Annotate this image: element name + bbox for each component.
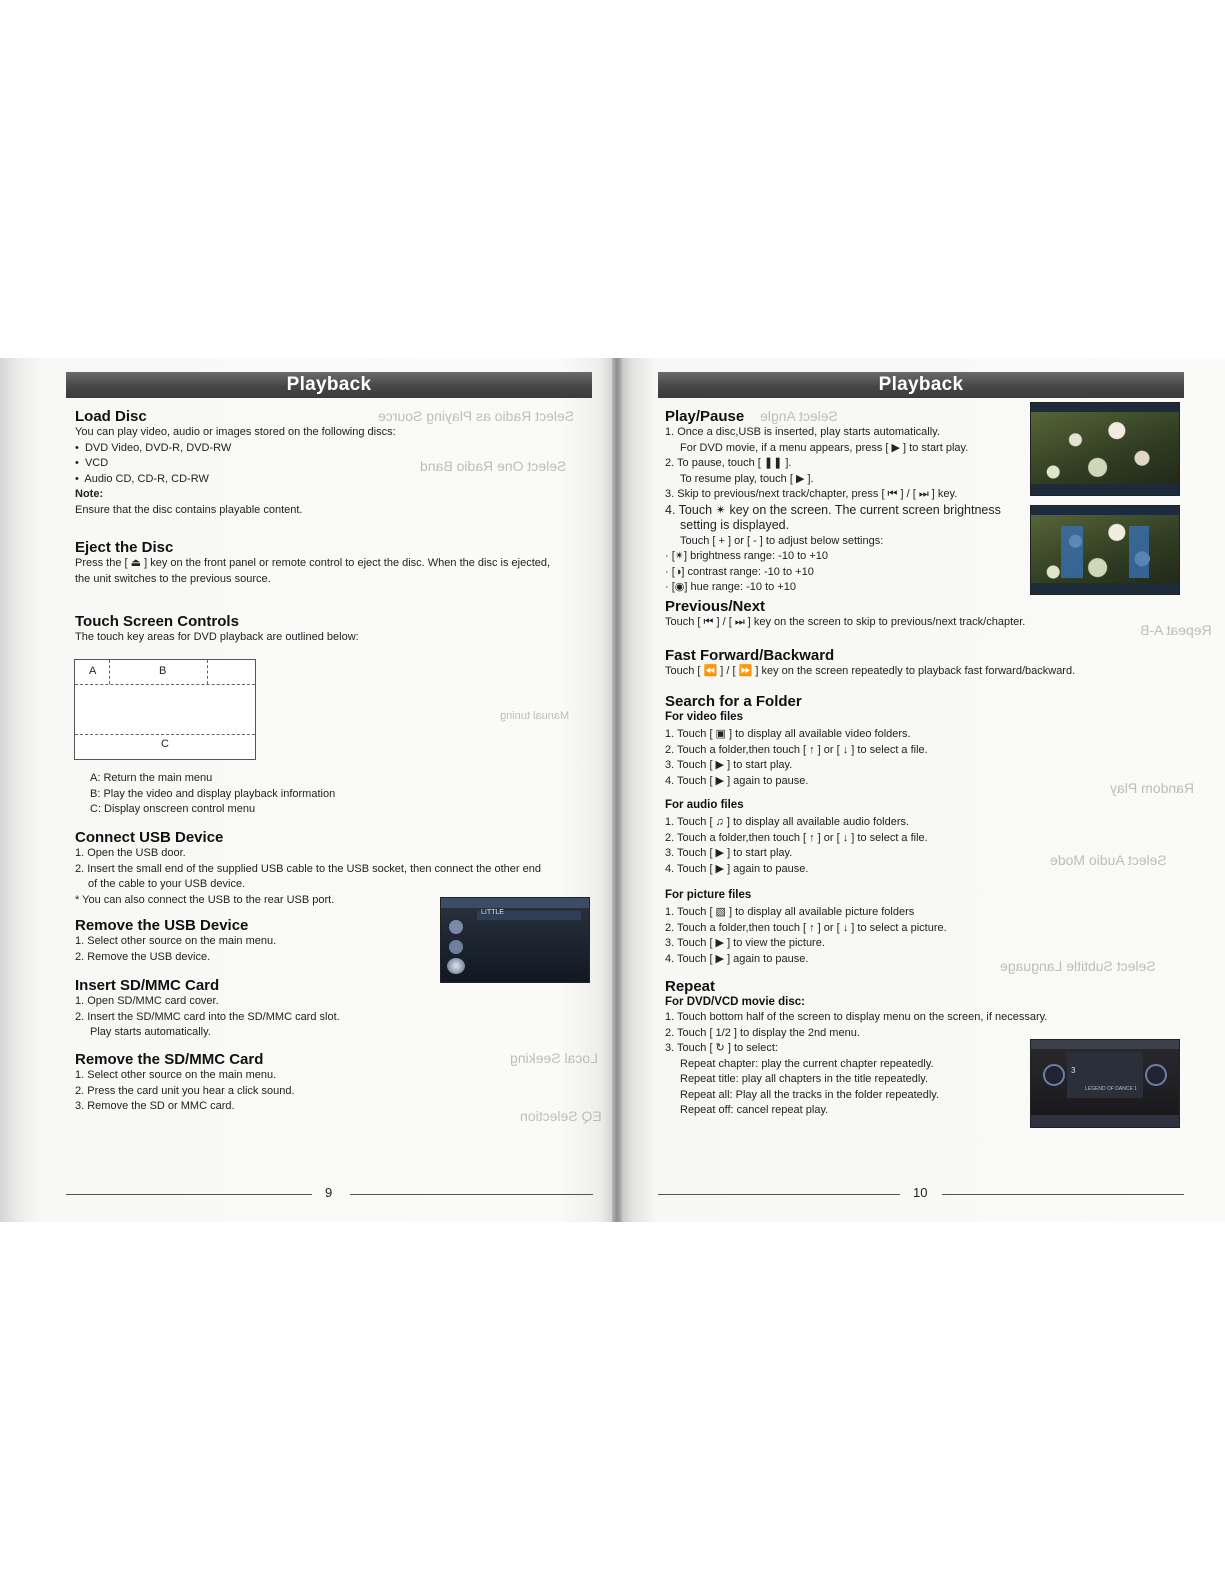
video-step: 2. Touch a folder,then touch [ ↑ ] or [ ↓ ] to select a file.: [665, 743, 928, 756]
remove-usb-step: 1. Select other source on the main menu.: [75, 935, 277, 947]
audio-step: 2. Touch a folder,then touch [ ↑ ] or [ ↓ ] to select a file.: [665, 831, 928, 844]
note-text: Ensure that the disc contains playable content.: [75, 503, 303, 516]
insert-sd-heading: Insert SD/MMC Card: [75, 977, 220, 994]
play-step: For DVD movie, if a menu appears, press [ ▶ ] to start play.: [680, 441, 969, 454]
insert-sd-section: [75, 994, 340, 1041]
disc-icon: [449, 920, 463, 934]
audio-screen-image: [1030, 1039, 1180, 1128]
bleed-heading: EQ Selection: [520, 1108, 602, 1124]
audio-files-section: [665, 815, 928, 877]
picture-step: 1. Touch [ ▧ ] to display all available picture folders: [665, 906, 915, 918]
remove-sd-section: [75, 1068, 295, 1115]
usb-step: 1. Open the USB door.: [75, 847, 186, 859]
left-footer-rule: [66, 1194, 312, 1195]
diagram-divider: [109, 660, 110, 684]
usb-step: of the cable to your USB device.: [88, 878, 246, 890]
repeat-step: 2. Touch [ 1/2 ] to display the 2nd menu.: [665, 1026, 860, 1039]
repeat-option: Repeat all: Play all the tracks in the folder repeatedly.: [680, 1088, 940, 1101]
video-step: 3. Touch [ ▶ ] to start play.: [665, 759, 793, 771]
picture-icon: [447, 958, 465, 974]
left-banner: Playback: [66, 372, 592, 398]
video-step: 1. Touch [ ▣ ] to display all available video folders.: [665, 728, 911, 740]
right-footer-rule: [942, 1194, 1184, 1195]
eject-section: [75, 556, 550, 587]
screen-top-bar: [1031, 1040, 1179, 1049]
prev-next-line: Touch [ ⏮ ] / [ ⏭ ] key on the screen to skip to previous/next track/chapter.: [665, 616, 1026, 628]
screen-titlebar: [441, 898, 589, 908]
desc-line: B: Play the video and display playback information: [90, 787, 336, 800]
bleed-heading: Select One Radio Band: [420, 458, 567, 474]
usb-screen-image: [440, 897, 590, 983]
note-label: Note:: [75, 488, 104, 500]
usb-heading: Connect USB Device: [75, 829, 224, 846]
bleed-heading: Local Seeking: [510, 1050, 598, 1066]
screen-file-label: LITTLE: [481, 909, 504, 916]
audio-step: 1. Touch [ ♫ ] to display all available audio folders.: [665, 816, 910, 828]
desc-line: A: Return the main menu: [90, 772, 213, 784]
play-step: To resume play, touch [ ▶ ].: [680, 472, 814, 485]
prev-next-heading: Previous/Next: [665, 598, 766, 615]
desc-line: C: Display onscreen control menu: [90, 803, 256, 815]
right-footer-rule: [658, 1194, 900, 1195]
audio-step: 4. Touch [ ▶ ] again to pause.: [665, 862, 809, 875]
picture-step: 4. Touch [ ▶ ] again to pause.: [665, 952, 809, 965]
list-item: • DVD Video, DVD-R, DVD-RW: [75, 441, 232, 454]
load-disc-heading: Load Disc: [75, 408, 147, 425]
bleed-heading: Select Angle: [760, 408, 838, 424]
remove-sd-step: 1. Select other source on the main menu.: [75, 1069, 277, 1081]
play-step: Touch [ + ] or [ - ] to adjust below settings:: [680, 534, 884, 547]
remove-usb-heading: Remove the USB Device: [75, 917, 249, 934]
fast-line: Touch [ ⏪ ] / [ ⏩ ] key on the screen repeatedly to playback fast forward/backward.: [665, 665, 1076, 677]
setting-line: · [◑] contrast range: -10 to +10: [665, 565, 814, 578]
eject-line: Press the [ ⏏ ] key on the front panel or remote control to eject the disc. When the disc is ejected,: [75, 557, 551, 569]
bleed-heading: Random Play: [1110, 780, 1195, 796]
list-item: • VCD: [75, 457, 109, 469]
screen-top-bar: [1031, 403, 1179, 412]
video-files-section: [665, 727, 928, 789]
fast-heading: Fast Forward/Backward: [665, 647, 835, 664]
play-pause-heading: Play/Pause: [665, 408, 745, 425]
area-a-label: A: [89, 665, 97, 677]
search-heading: Search for a Folder: [665, 693, 802, 710]
play-step: 1. Once a disc,USB is inserted, play starts automatically.: [665, 426, 940, 438]
repeat-step: 1. Touch bottom half of the screen to display menu on the screen, if necessary.: [665, 1011, 1048, 1023]
setting-line: · [✴] brightness range: -10 to +10: [665, 550, 829, 562]
bleed-heading: Select Radio as Playing Source: [378, 408, 575, 424]
book-gutter: [612, 358, 622, 1222]
screen-top-bar: [1031, 506, 1179, 515]
screen-track-number: 3: [1071, 1066, 1076, 1075]
left-page-number: 9: [325, 1185, 333, 1200]
play-pause-section: [665, 425, 1001, 596]
diagram-divider: [207, 660, 208, 684]
play-step: 4. Touch ✴ key on the screen. The current screen brightness: [665, 502, 1001, 517]
video-files-label: For video files: [665, 711, 743, 723]
remove-sd-step: 2. Press the card unit you hear a click sound.: [75, 1084, 295, 1097]
next-track-icon: [1145, 1064, 1167, 1086]
video-step: 4. Touch [ ▶ ] again to pause.: [665, 774, 809, 787]
picture-files-section: [665, 905, 947, 967]
repeat-heading: Repeat: [665, 978, 716, 995]
bleed-heading: Select Subtitle Language: [1000, 958, 1156, 974]
insert-sd-step: 1. Open SD/MMC card cover.: [75, 995, 219, 1007]
play-step: setting is displayed.: [680, 518, 790, 532]
load-disc-section: [75, 425, 396, 518]
playback-screen-image: [1030, 402, 1180, 496]
touch-heading: Touch Screen Controls: [75, 613, 239, 630]
repeat-sub: For DVD/VCD movie disc:: [665, 996, 805, 1008]
right-page-number: 10: [913, 1185, 928, 1200]
picture-step: 3. Touch [ ▶ ] to view the picture.: [665, 937, 825, 949]
brightness-screen-image: [1030, 505, 1180, 595]
area-b-label: B: [159, 665, 167, 677]
diagram-divider: [75, 684, 255, 685]
prev-track-icon: [1043, 1064, 1065, 1086]
touch-desc: [90, 771, 335, 818]
touch-area-diagram: [74, 659, 256, 760]
insert-sd-step: 2. Insert the SD/MMC card into the SD/MMC card slot.: [75, 1010, 340, 1023]
eject-line: the unit switches to the previous source.: [75, 572, 271, 585]
screen-control-bar: [1031, 484, 1179, 495]
diagram-divider: [75, 734, 255, 735]
repeat-step: 3. Touch [ ↻ ] to select:: [665, 1042, 778, 1054]
adjust-panel: [1129, 526, 1149, 578]
setting-line: · [◉] hue range: -10 to +10: [665, 581, 796, 593]
list-item: • Audio CD, CD-R, CD-RW: [75, 472, 209, 485]
repeat-option: Repeat chapter: play the current chapter repeatedly.: [680, 1057, 934, 1070]
usb-tip: * You can also connect the USB to the rear USB port.: [75, 893, 335, 906]
left-footer-rule: [350, 1194, 593, 1195]
play-step: 2. To pause, touch [ ❚❚ ].: [665, 457, 792, 469]
remove-usb-section: [75, 934, 276, 965]
bleed-heading: Repeat A-B: [1140, 622, 1212, 638]
audio-files-label: For audio files: [665, 799, 744, 811]
remove-sd-step: 3. Remove the SD or MMC card.: [75, 1100, 235, 1112]
right-banner: Playback: [658, 372, 1184, 398]
repeat-section: [665, 1010, 1047, 1119]
eject-heading: Eject the Disc: [75, 539, 174, 556]
screen-control-bar: [1031, 583, 1179, 594]
touch-intro: The touch key areas for DVD playback are outlined below:: [75, 631, 359, 643]
repeat-option: Repeat off: cancel repeat play.: [680, 1104, 829, 1116]
play-step: 3. Skip to previous/next track/chapter, press [ ⏮ ] / [ ⏭ ] key.: [665, 488, 958, 500]
area-c-label: C: [161, 738, 169, 750]
audio-step: 3. Touch [ ▶ ] to start play.: [665, 847, 793, 859]
repeat-option: Repeat title: play all chapters in the title repeatedly.: [680, 1073, 929, 1085]
insert-sd-step: Play starts automatically.: [90, 1026, 211, 1038]
bleed-heading: Manual tuning: [500, 710, 570, 722]
screen-track-name: LEGEND OF DANCE 1: [1085, 1086, 1137, 1092]
picture-files-label: For picture files: [665, 889, 752, 901]
remove-sd-heading: Remove the SD/MMC Card: [75, 1051, 264, 1068]
picture-step: 2. Touch a folder,then touch [ ↑ ] or [ ↓ ] to select a picture.: [665, 921, 947, 934]
bleed-heading: Select Audio Mode: [1050, 852, 1167, 868]
music-icon: [449, 940, 463, 954]
screen-control-bar: [1031, 1115, 1179, 1127]
usb-step: 2. Insert the small end of the supplied USB cable to the USB socket, then connect the other end: [75, 862, 541, 875]
brightness-panel: [1061, 526, 1083, 578]
remove-usb-step: 2. Remove the USB device.: [75, 950, 211, 963]
load-disc-intro: You can play video, audio or images stored on the following discs:: [75, 426, 396, 438]
